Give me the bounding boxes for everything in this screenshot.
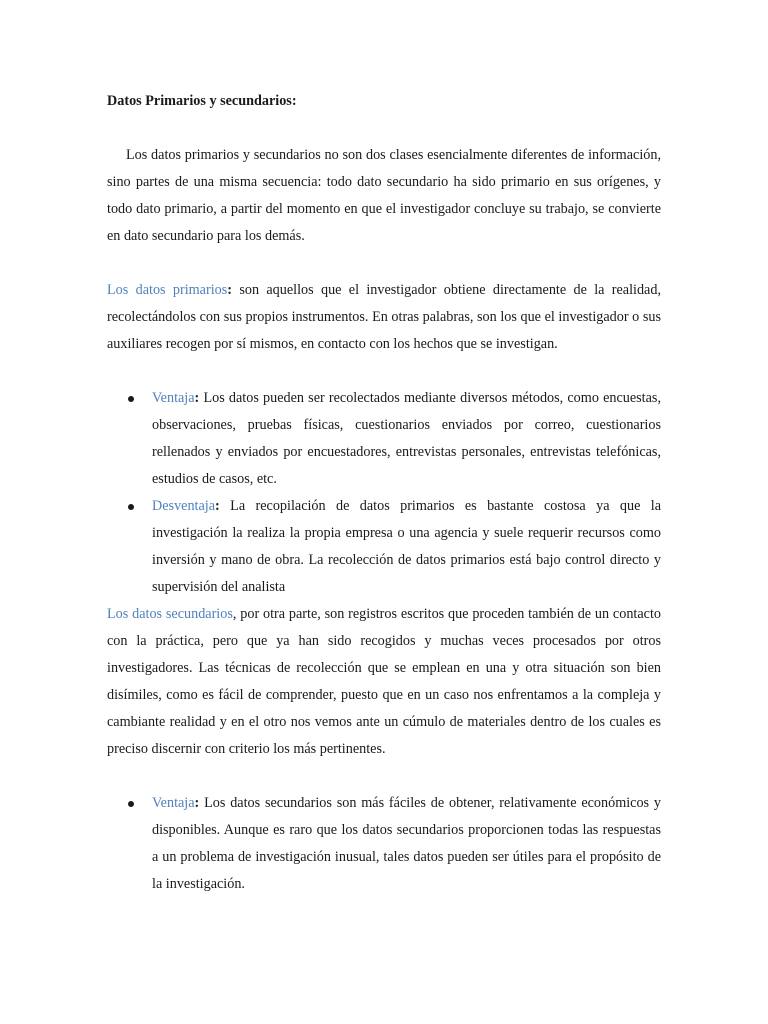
spacer bbox=[107, 763, 661, 790]
intro-paragraph: Los datos primarios y secundarios no son dos clases esencialmente diferentes de información, sino partes de una misma secuencia: todo dato secundario ha sido primario en sus orígenes, y todo dato primario, a partir del momento en que el investigador concluye su trabajo, se convierte en dato secundario para los demás. bbox=[107, 147, 661, 244]
bullet-text: La recopilación de datos primarios es bastante costosa ya que la investigación la realiza la propia empresa o una agencia y suele requerir recursos como inversión y mano de obra. La recolección de datos primarios está bajo control directo y supervisión del analista bbox=[152, 498, 661, 595]
bullet-colon: : bbox=[194, 795, 200, 811]
bullet-colon: : bbox=[215, 498, 220, 514]
bullet-label: Ventaja bbox=[152, 390, 195, 406]
primary-data-term: Los datos primarios bbox=[107, 282, 228, 298]
primary-data-paragraph bbox=[107, 277, 661, 358]
primary-bullets-list bbox=[107, 385, 661, 601]
secondary-data-text: , por otra parte, son registros escritos que proceden también de un contacto con la práctica, pero que ya han sido recogidos y muchas veces procesados por otros investigadores. Las técnicas de recolección que se emplean en una y otra situación son bien disímiles, como es fácil de comprender, puesto que en un caso nos enfrentamos a la compleja y cambiante realidad y en el otro nos vemos ante un cúmulo de materiales dentro de los cuales es preciso discernir con criterio los más pertinentes. bbox=[107, 606, 661, 757]
bullet-text: Los datos pueden ser recolectados mediante diversos métodos, como encuestas, observaciones, pruebas físicas, cuestionarios enviados por correo, cuestionarios rellenados y enviados por encuestadores, entrevistas personales, entrevistas telefónicas, estudios de casos, etc. bbox=[152, 390, 661, 487]
bullet-text: Los datos secundarios son más fáciles de obtener, relativamente económicos y disponibles. Aunque es raro que los datos secundarios proporcionen todas las respuestas a un problema de investigación inusual, tales datos pueden ser útiles para el propósito de la investigación. bbox=[152, 795, 661, 892]
list-item bbox=[107, 790, 661, 898]
bullet-icon bbox=[128, 504, 134, 510]
primary-data-text: son aquellos que el investigador obtiene directamente de la realidad, recolectándolos con sus propios instrumentos. En otras palabras, son los que el investigador o sus auxiliares recogen por sí mismos, en contacto con los hechos que se investigan. bbox=[107, 282, 661, 352]
spacer bbox=[107, 115, 661, 142]
document-page bbox=[107, 88, 661, 898]
list-item bbox=[107, 385, 661, 493]
secondary-data-term: Los datos secundarios bbox=[107, 606, 233, 622]
bullet-icon bbox=[128, 801, 134, 807]
list-item bbox=[107, 493, 661, 601]
spacer bbox=[107, 250, 661, 277]
page-title: Datos Primarios y secundarios: bbox=[107, 93, 297, 109]
bullet-label: Ventaja bbox=[152, 795, 195, 811]
bullet-label: Desventaja bbox=[152, 498, 216, 514]
secondary-data-paragraph bbox=[107, 601, 661, 763]
secondary-bullets-list bbox=[107, 790, 661, 898]
bullet-colon: : bbox=[194, 390, 200, 406]
bullet-icon bbox=[128, 396, 134, 402]
primary-data-colon: : bbox=[227, 282, 232, 298]
spacer bbox=[107, 358, 661, 385]
